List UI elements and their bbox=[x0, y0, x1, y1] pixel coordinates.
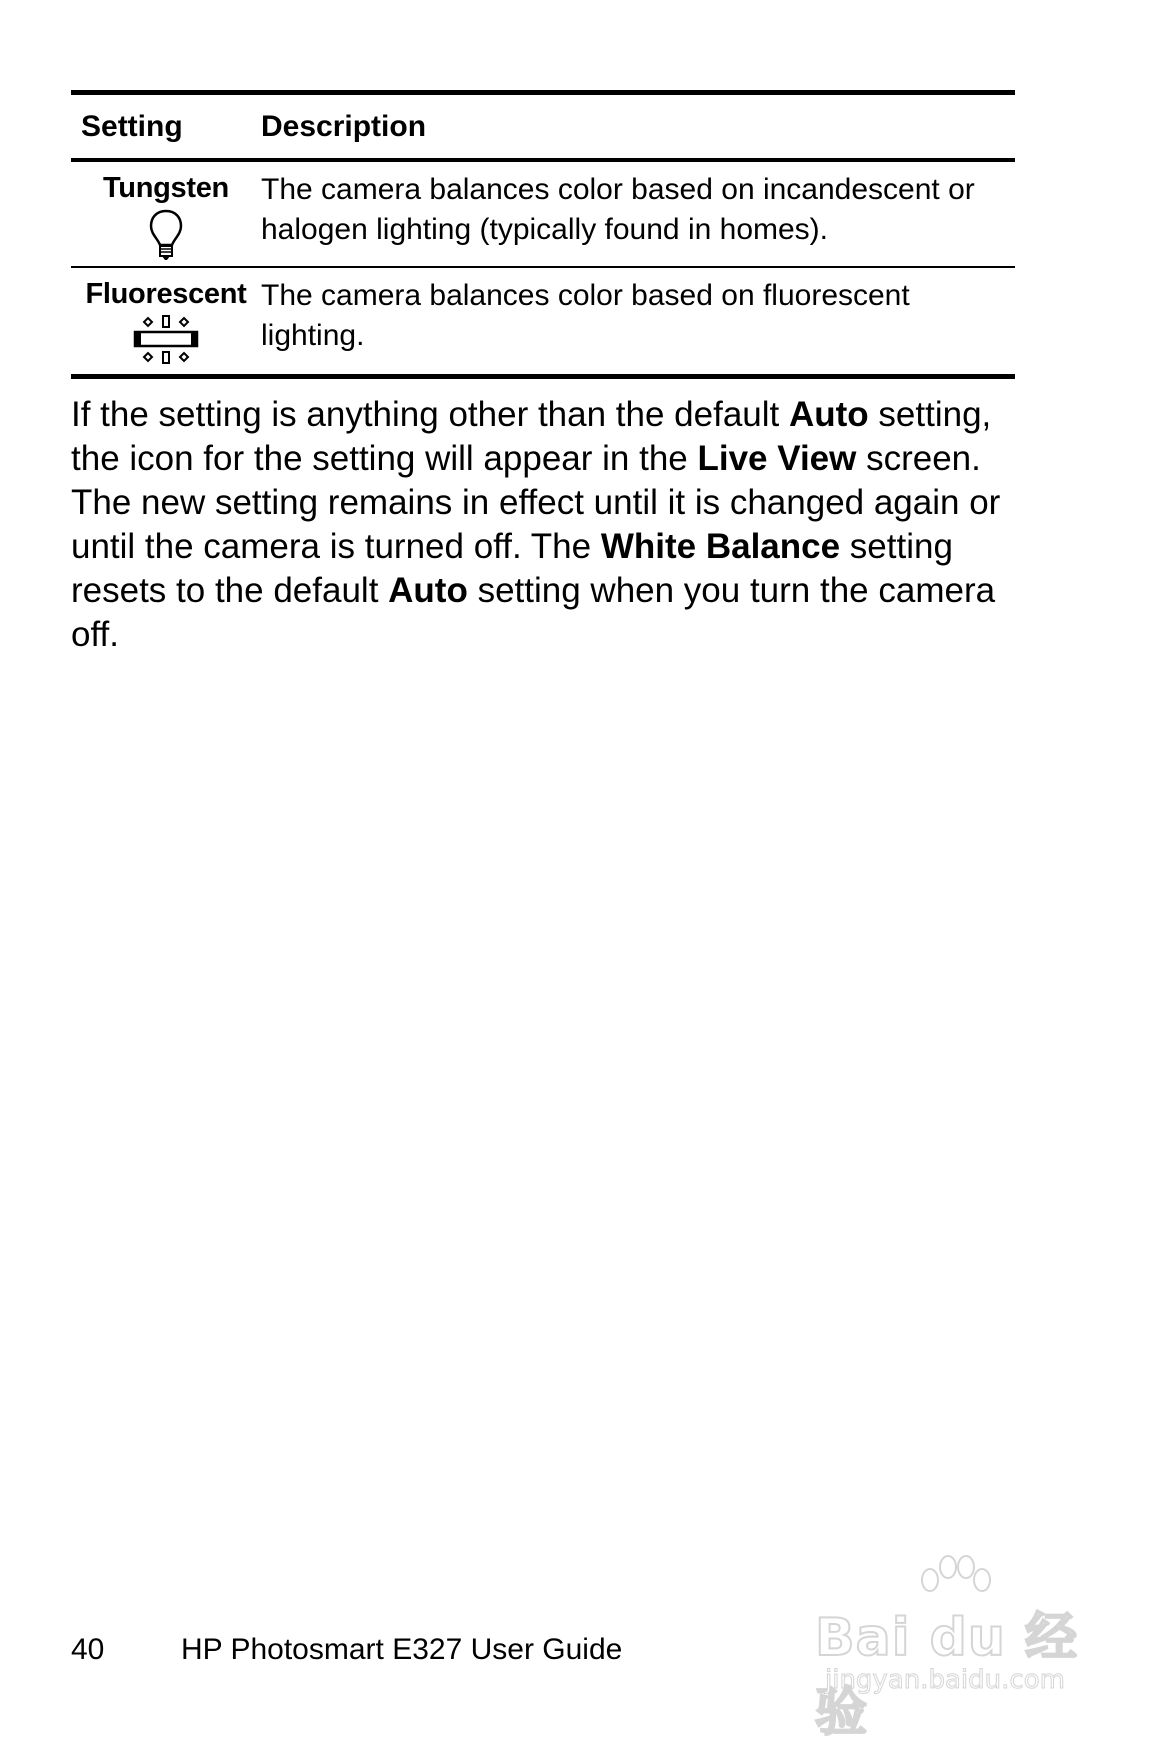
page-number: 40 bbox=[71, 1633, 105, 1666]
description-tungsten-line2: halogen lighting (typically found in homes). bbox=[261, 213, 828, 246]
term-live-view: Live View bbox=[697, 439, 857, 478]
guide-title: HP Photosmart E327 User Guide bbox=[181, 1633, 623, 1666]
paragraph-text: setting, the icon for the setting will appear in the bbox=[71, 395, 992, 478]
table-header-row bbox=[71, 95, 1015, 158]
setting-label-tungsten: Tungsten bbox=[103, 172, 229, 204]
term-auto: Auto bbox=[788, 395, 869, 434]
description-fluorescent-line2: lighting. bbox=[261, 319, 365, 352]
paragraph-text: screen. The new setting remains in effect until it is changed again or until the camera is turned off. The bbox=[71, 439, 1001, 566]
paragraph-text: setting resets to the default bbox=[71, 527, 953, 610]
fluorescent-tube-icon bbox=[131, 314, 201, 366]
term-white-balance: White Balance bbox=[600, 527, 841, 566]
lightbulb-icon bbox=[148, 208, 184, 262]
watermark-brand: Bai du 经验 bbox=[815, 1608, 1078, 1743]
description-fluorescent-line1: The camera balances color based on fluorescent bbox=[261, 279, 910, 312]
header-setting: Setting bbox=[81, 109, 183, 143]
baidu-watermark bbox=[815, 1555, 1095, 1743]
setting-label-fluorescent: Fluorescent bbox=[85, 278, 247, 310]
table-bottom-rule bbox=[71, 374, 1015, 379]
term-auto: Auto bbox=[388, 571, 468, 610]
watermark-url: jingyan.baidu.com bbox=[825, 1665, 1065, 1695]
page-footer bbox=[71, 1633, 622, 1667]
description-tungsten-line1: The camera balances color based on incandescent or bbox=[261, 173, 975, 206]
header-description: Description bbox=[261, 109, 427, 143]
table-row-fluorescent bbox=[71, 268, 1015, 374]
table-row-tungsten bbox=[71, 162, 1015, 266]
body-paragraph bbox=[71, 393, 1031, 657]
paragraph-text: setting when you turn the camera off. bbox=[71, 571, 996, 654]
white-balance-table bbox=[71, 90, 1015, 379]
paragraph-text: If the setting is anything other than the default bbox=[71, 395, 789, 434]
